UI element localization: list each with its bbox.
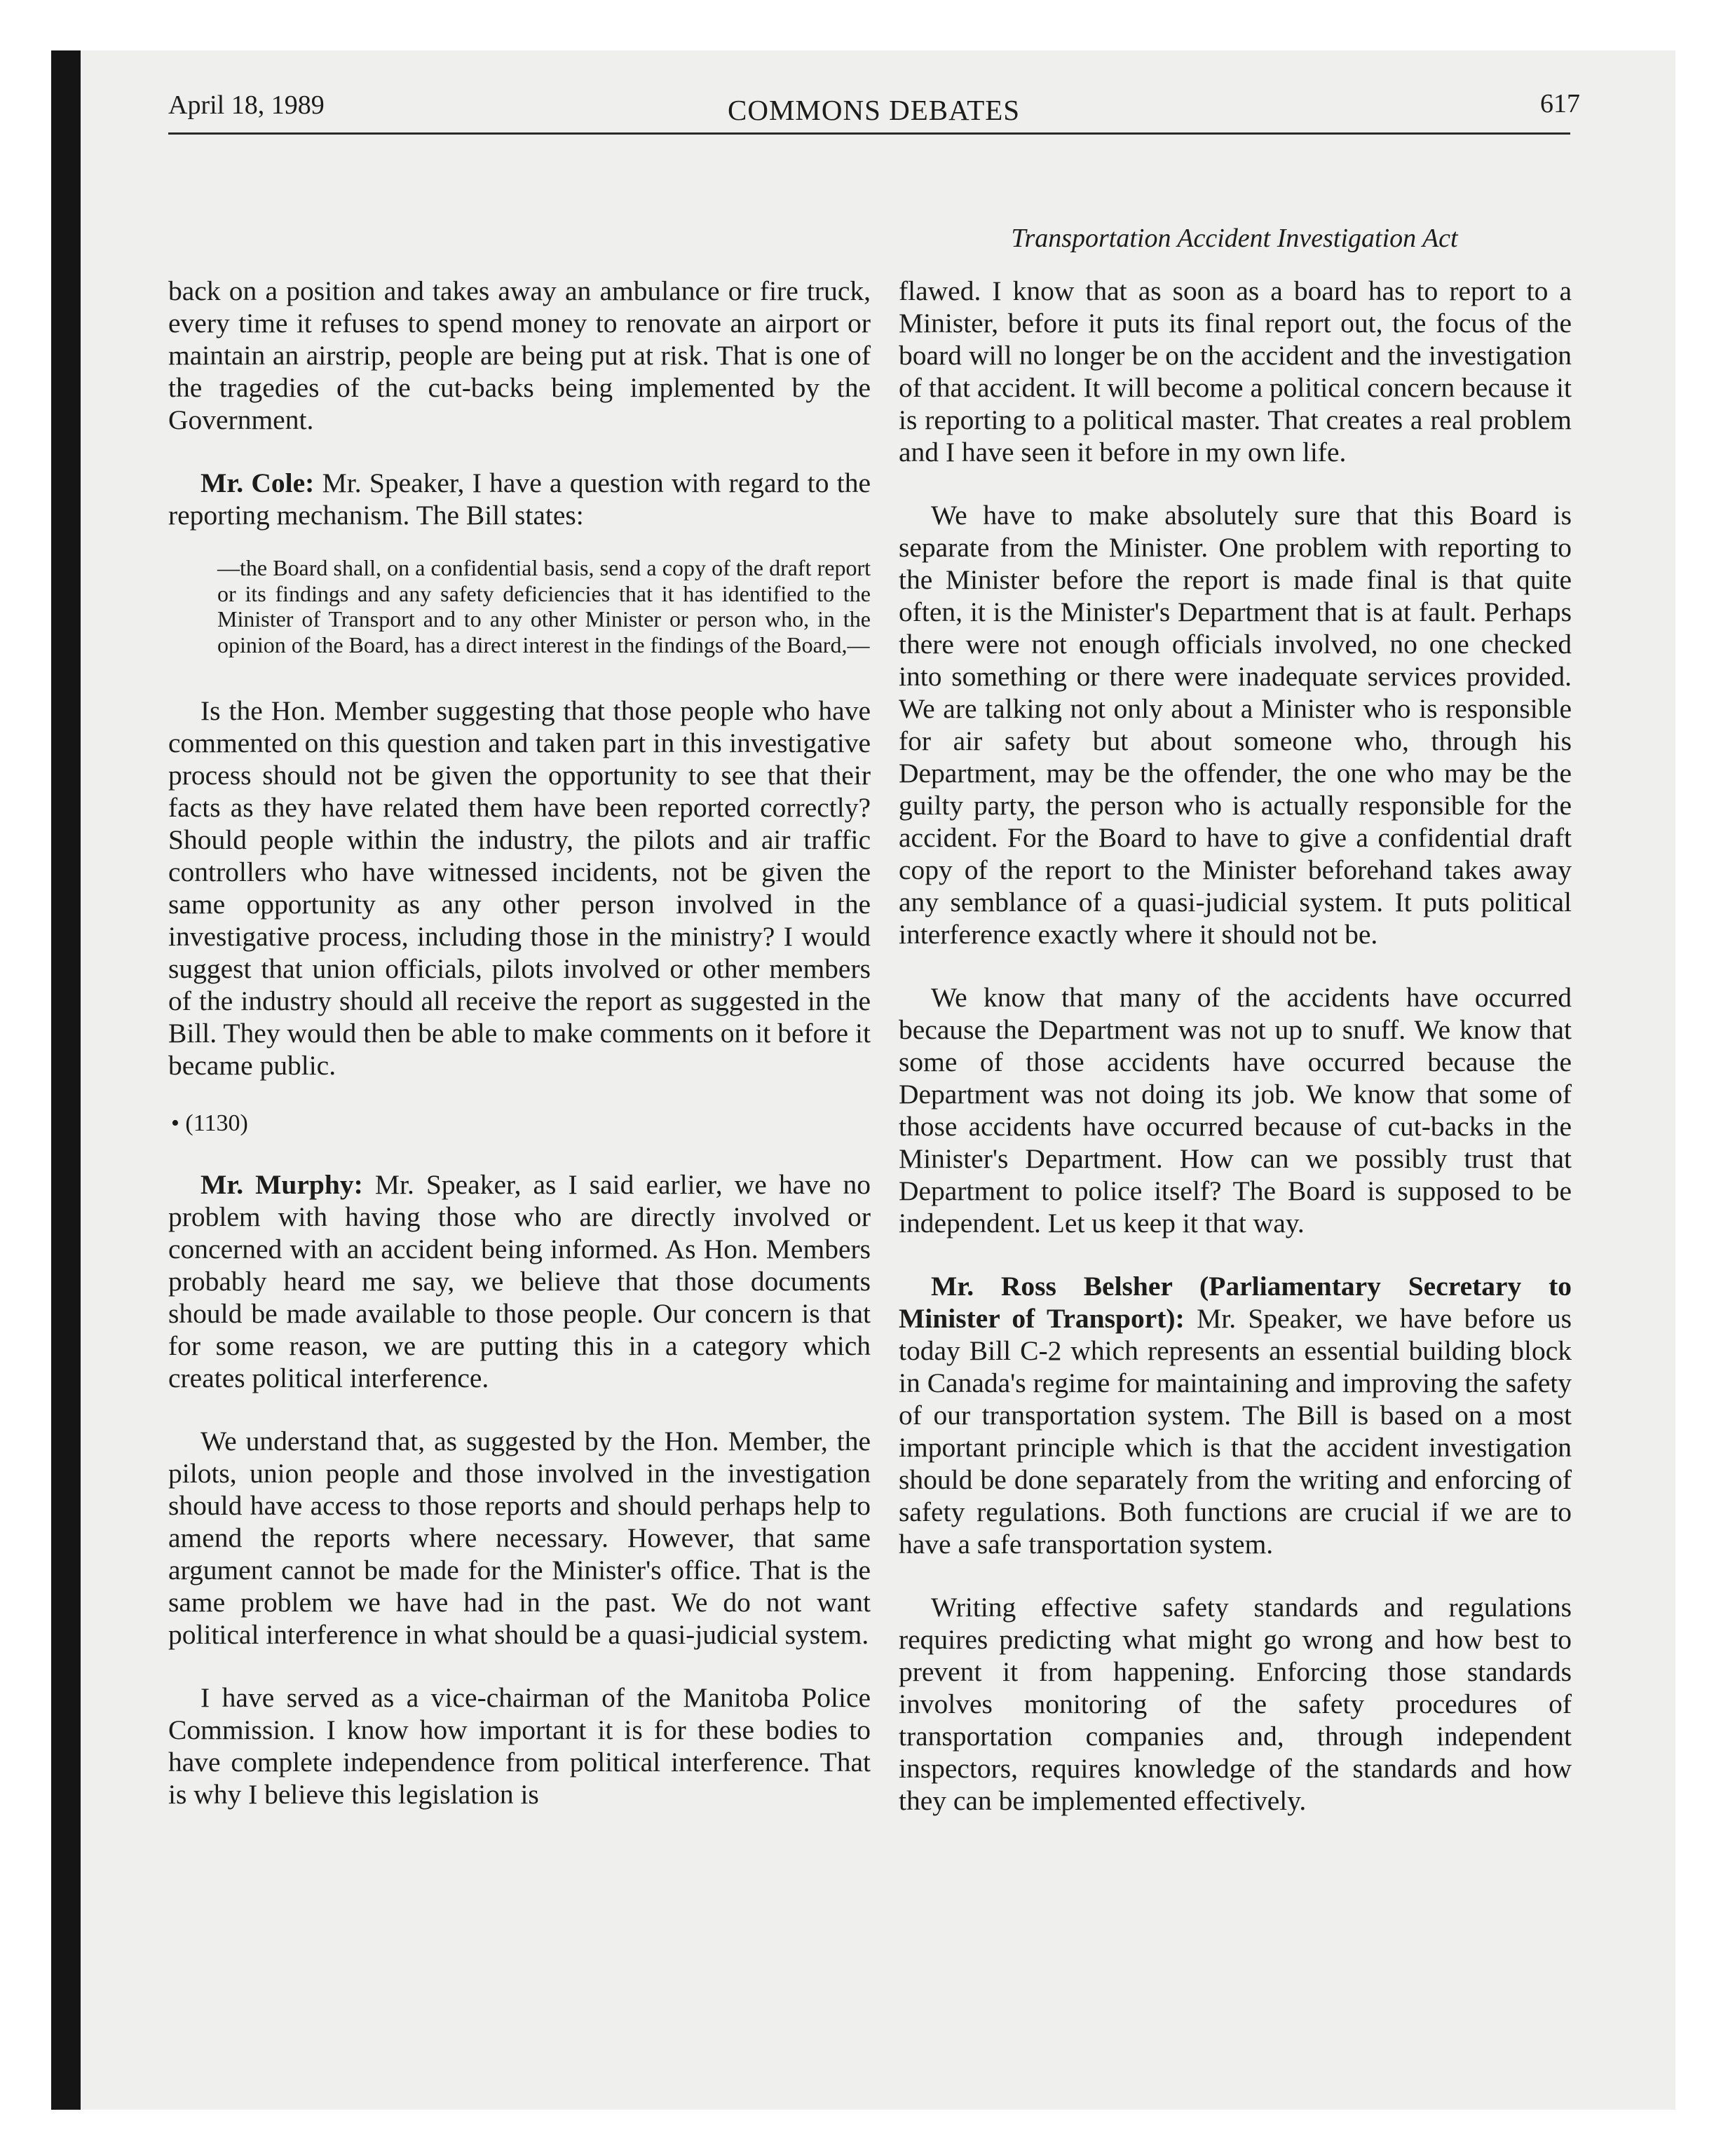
paragraph: Is the Hon. Member suggesting that those people who have commented on this question and taken part in this investigative process should not be given the opportunity to see that their facts as they have related them have been reported correctly? Should people within the industry, the pilots and air traffic controllers who have witnessed incidents, not be given the same opportunity as any other person involved in the investigative process, including those in the ministry? I would suggest that union officials, pilots involved or other members of the industry should all receive the report as suggested in the Bill. They would then be able to make comments on it before it became public. bbox=[168, 695, 871, 1081]
speaker-name: Mr. Cole: bbox=[200, 468, 315, 498]
page-number: 617 bbox=[1540, 89, 1580, 118]
speech-text: Mr. Speaker, as I said earlier, we have no problem with having those who are directly involved or concerned with an accident being informed. As Hon. Members probably heard me say, we believe that those documents should be made available to those people. Our concern is that for some reason, we are putting this in a category which creates political interference. bbox=[168, 1168, 871, 1393]
paragraph: We have to make absolutely sure that this Board is separate from the Minister. One problem with reporting to the Minister before the report is made final is that quite often, it is the Minister's Department that is at fault. Perhaps there were not enough officials involved, no one checked into something or there were inadequate services provided. We are talking not only about a Minister who is responsible for air safety but about someone who, through his Department, may be the offender, the one who may be the guilty party, the person who is actually responsible for the accident. For the Board to have to give a confidential draft copy of the report to the Minister beforehand takes away any semblance of a quasi-judicial system. It puts political interference exactly where it should not be. bbox=[899, 500, 1572, 950]
speaker-name: Mr. Ross Belsher (Parliamentary Secretary to Minister of Transport): bbox=[899, 1271, 1572, 1334]
paragraph: Writing effective safety standards and regulations requires predicting what might go wrong and how best to prevent it from happening. Enforcing those standards involves monitoring of the safety procedures of transportation companies and, through independent inspectors, requires knowledge of the standards and how they can be implemented effectively. bbox=[899, 1592, 1572, 1816]
paragraph: We know that many of the accidents have occurred because the Department was not up to snuff. We know that some of those accidents have occurred because the Department was not doing its job. We know that some of those accidents have occurred because of cut-backs in the Minister's Department. How can we possibly trust that Department to police itself? The Board is supposed to be independent. Let us keep it that way. bbox=[899, 982, 1572, 1239]
left-column bbox=[168, 275, 871, 1810]
speaker-name: Mr. Murphy: bbox=[200, 1168, 363, 1200]
bill-quote: —the Board shall, on a confidential basis, send a copy of the draft report or its findings and any safety deficiencies that it has identified to the Minister of Transport and to any other Minister or person who, in the opinion of the Board, has a direct interest in the findings of the Board,— bbox=[217, 555, 871, 658]
paragraph: We understand that, as suggested by the Hon. Member, the pilots, union people and those involved in the investigation should have access to those reports and should perhaps help to amend the reports where necessary. However, that same argument cannot be made for the Minister's office. That is the same problem we have had in the past. We do not want political interference in what should be a quasi-judicial system. bbox=[168, 1425, 871, 1650]
speech-text: Mr. Speaker, I have a question with regard to the reporting mechanism. The Bill states: bbox=[168, 468, 871, 531]
time-marker: • (1130) bbox=[171, 1110, 248, 1136]
section-subtitle: Transportation Accident Investigation Act bbox=[1011, 224, 1458, 253]
header-date: April 18, 1989 bbox=[168, 90, 325, 120]
paragraph bbox=[899, 1270, 1572, 1560]
paragraph: back on a position and takes away an ambulance or fire truck, every time it refuses to spend money to renovate an airport or maintain an airstrip, people are being put at risk. That is one of the tragedies of the cut-backs being implemented by the Government. bbox=[168, 275, 871, 435]
paragraph: I have served as a vice-chairman of the Manitoba Police Commission. I know how important it is for these bodies to have complete independence from political interference. That is why I believe this legislation is bbox=[168, 1681, 871, 1810]
header-rule bbox=[168, 132, 1570, 135]
right-column bbox=[899, 275, 1572, 1817]
scan-edge-bar bbox=[51, 50, 81, 2110]
paragraph: flawed. I know that as soon as a board has to report to a Minister, before it puts its final report out, the focus of the board will no longer be on the accident and the investigation of that accident. It will become a political concern because it is reporting to a political master. That creates a real problem and I have seen it before in my own life. bbox=[899, 275, 1572, 468]
paragraph bbox=[168, 1168, 871, 1394]
paragraph bbox=[168, 467, 871, 531]
speech-text: Mr. Speaker, we have before us today Bill C-2 which represents an essential building block in Canada's regime for maintaining and improving the safety of our transportation system. The Bill is based on a most important principle which is that the accident investigation should be done separately from the writing and enforcing of safety regulations. Both functions are crucial if we are to have a safe transportation system. bbox=[899, 1303, 1572, 1560]
header-title: COMMONS DEBATES bbox=[728, 94, 1021, 126]
